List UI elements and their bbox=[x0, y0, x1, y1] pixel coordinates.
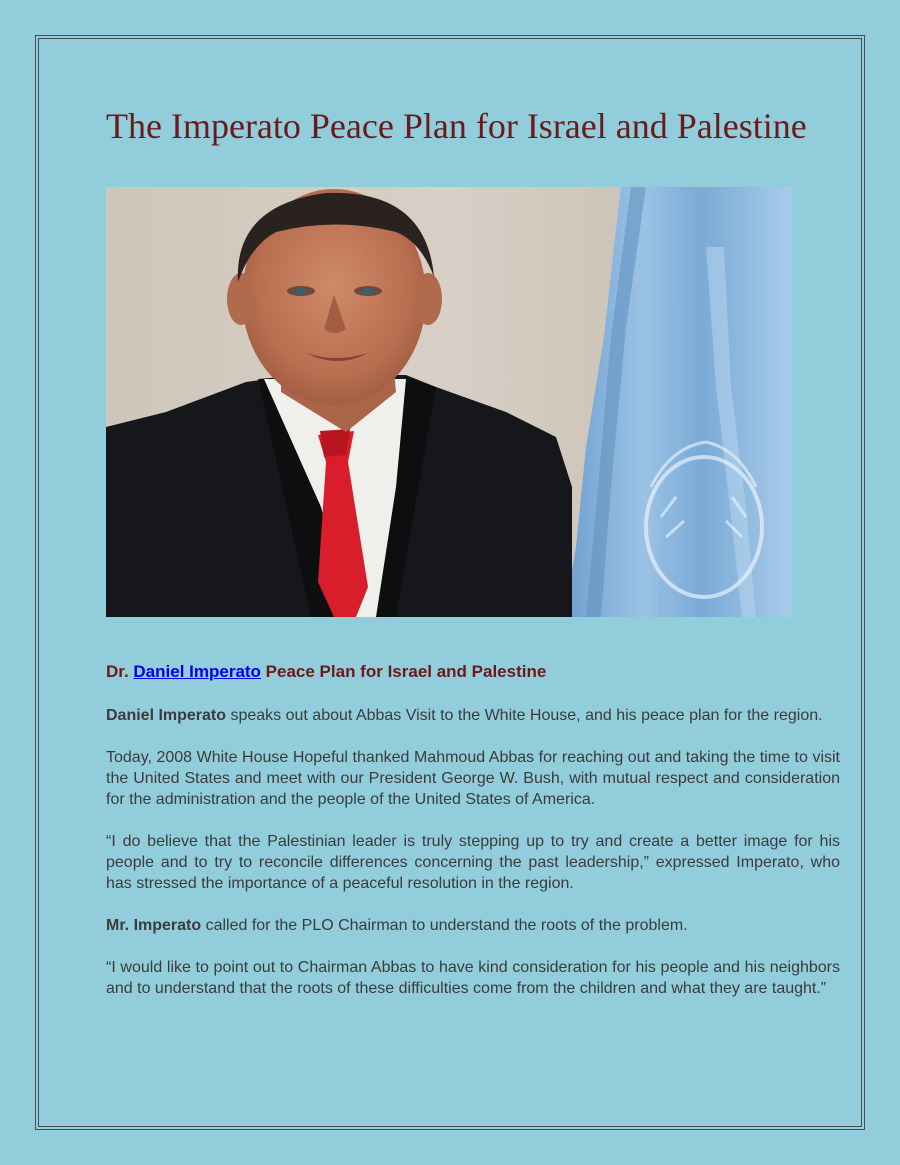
paragraph-4-text: called for the PLO Chairman to understand the roots of the problem. bbox=[201, 917, 688, 934]
paragraph-5: “I would like to point out to Chairman Abbas to have kind consideration for his people and his neighbors and to understand that the roots of these difficulties come from the children and what they are taught.” bbox=[106, 959, 840, 997]
article-body bbox=[106, 660, 840, 1020]
paragraph-3: “I do believe that the Palestinian leader is truly stepping up to try and create a better image for his people and to try to reconcile differences concerning the past leadership,” expressed Imperato, who has stressed the importance of a peaceful resolution in the region. bbox=[106, 833, 840, 892]
paragraph-1 bbox=[106, 705, 840, 726]
paragraph-1-bold: Daniel Imperato bbox=[106, 707, 227, 724]
daniel-imperato-link[interactable]: Daniel Imperato bbox=[133, 662, 261, 681]
paragraph-4 bbox=[106, 915, 840, 936]
page-title: The Imperato Peace Plan for Israel and Palestine bbox=[106, 106, 807, 146]
subheading-suffix: Peace Plan for Israel and Palestine bbox=[260, 662, 547, 681]
portrait-photo bbox=[106, 187, 792, 617]
article-subheading bbox=[106, 660, 840, 684]
paragraph-1-text: speaks out about Abbas Visit to the White House, and his peace plan for the region. bbox=[226, 707, 823, 724]
paragraph-4-bold: Mr. Imperato bbox=[106, 917, 202, 934]
paragraph-2: Today, 2008 White House Hopeful thanked Mahmoud Abbas for reaching out and taking the time to visit the United States and meet with our President George W. Bush, with mutual respect and consideration for the administration and the people of the United States of America. bbox=[106, 749, 840, 808]
subheading-prefix: Dr. bbox=[106, 662, 134, 681]
